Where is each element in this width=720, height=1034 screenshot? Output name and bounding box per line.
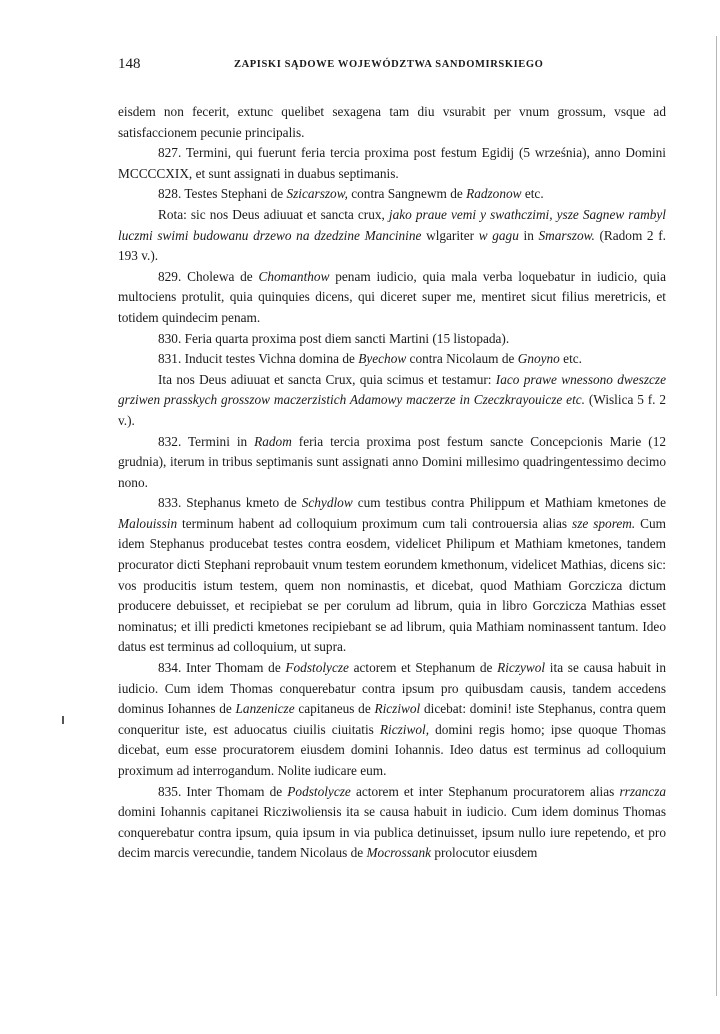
entry-paragraph [118,329,666,350]
text-run: actorem et inter Stephanum procuratorem alias [350,783,620,799]
text-run: 831. Inducit testes Vichna domina de [158,351,359,367]
italic-run: w gagu [478,227,519,243]
text-run: Rota: sic nos Deus adiuuat et sancta crux, [158,206,389,222]
text-run: 832. Termini in [158,433,255,449]
italic-run: Gnoyno [517,351,560,367]
entry-paragraph [118,184,666,205]
italic-run: jako praue vemi y swathczimi, ysze Sagnew rambyl luczmi swimi budowanu drzewo na dzedzine Mancinine [118,206,666,243]
page-header [118,56,666,80]
text-run: actorem et Stephanum de [348,660,498,676]
entry-paragraph [118,432,666,494]
text-run: domini Iohannis capitanei Ricziwoliensis ita se causa habuit in iudicio. Cum idem dominus Thomas conquerebatur contra ipsum, quia ipsum in via publica detinuisset, ipsum nullo iure repetendo, et pro decim marcis verecundie, tandem Nicolaus de [118,804,666,861]
italic-run: Szicarszow, [286,186,348,202]
entry-paragraph [118,349,666,370]
italic-run: Ricziwol, [379,721,430,737]
text-run: 830. Feria quarta proxima post diem sancti Martini (15 listopada). [158,330,510,346]
text-run: wlgariter [421,227,479,243]
text-run: (Radom 2 f. 193 v.). [118,227,666,264]
text-run: 827. Termini, qui fuerunt feria tercia proxima post festum Egidij (5 września), anno Domini MCCCCXIX, et sunt assignati in duabus septimanis. [118,145,666,181]
text-run: etc. [521,186,544,202]
text-run: eisdem non fecerit, extunc quelibet sexagena tam diu vsurabit per vnum grossum, vsque ad satisfaccionem pecunie principalis. [118,104,666,140]
text-run: 835. Inter Thomam de [158,783,288,799]
italic-run: Radom [254,433,292,449]
text-run: contra Nicolaum de [406,351,518,367]
text-run: etc. [559,351,582,367]
italic-run: Byechow [358,351,407,367]
italic-run: Radzonow [466,186,522,202]
italic-run: Riczywol [497,660,546,676]
entry-paragraph [118,782,666,864]
text-run: (Wislica 5 f. 2 v.). [118,392,666,428]
text-run: feria tercia proxima post festum sancte Concepcionis Marie (12 grudnia), iterum in tribus septimanis sunt assignati anno Domini millesimo quadringentessimo decimo nono. [118,433,666,490]
italic-run: sze sporem. [572,515,636,531]
text-run: in [518,227,539,243]
text-run: 833. Stephanus kmeto de [158,495,302,511]
page-body [118,102,666,864]
page-number: 148 [118,56,141,72]
italic-run: Chomanthow [258,268,330,284]
text-run: Ita nos Deus adiuuat et sancta Crux, quia scimus et testamur: [158,371,496,387]
italic-run: Ricziwol [374,701,421,717]
italic-run: Lanzenicze [235,701,295,717]
entry-paragraph [118,205,666,267]
text-run: terminum habent ad colloquium proximum cum tali controuersia alias [177,515,573,531]
text-run: Cum idem Stephanus producebat testes contra eosdem, videlicet Philipum et Mathiam kmetones, tandem procurator dicti Stephani reprobauit vnum testem eorundem kmethonum, videlicet Mathias, dicens sic: vos producitis istum testem, quem non nominastis, et dicebat, quod Mathiam Gorczicza dictum producere debuisset, et recipiebat se per corulum ad librum, quia in libro Gorczicza Mathias esset nominatus; et illi predicti kmetones recipiebant se ad librum, quia Mathiam nominassent tantum. Ideo datus est terminus ad colloquium, ut supra. [118,515,667,655]
text-run: prolocutor eiusdem [431,845,538,861]
italic-run: Schydlow [301,495,353,511]
text-run: ita se causa habuit in iudicio. Cum idem Thomas conquerebatur contra ipsum pro quibusdam causis, tandem accedens dominus Iohannes de [118,660,666,717]
italic-run: Fodstolycze [285,660,349,676]
page-edge-rule [716,36,717,996]
document-page [118,56,666,864]
italic-run: Iaco prawe wnessono dweszcze grziwen prasskych grosszow maczerzistich Adamowy maczerze in Czeczkrayouicze etc. [118,371,666,408]
text-run: domini regis homo; ipse quoque Thomas dicebat, eum esse procuratorem eiusdem domini Iohannis. Ideo datus est terminus ad colloquium proximum ad interrogandum. Nolite iudicare eum. [118,721,666,778]
running-title: ZAPISKI SĄDOWE WOJEWÓDZTWA SANDOMIRSKIEGO [234,59,544,70]
entry-paragraph [118,370,666,432]
text-run: 829. Cholewa de [158,268,259,284]
text-run: capitaneus de [294,701,375,717]
entry-paragraph [118,143,666,184]
text-run: penam iudicio, quia mala verba loquebatur in iudicio, quia multociens protulit, quia quinquies dicens, qui diceret super me, mentiret sicut filius meretricis, et totidem quindecim penam. [118,268,667,325]
italic-run: Podstolycze [287,783,351,799]
entry-paragraph [118,493,666,658]
italic-run: Malouissin [118,515,178,531]
text-run: 828. Testes Stephani de [158,186,287,202]
italic-run: Smarszow. [538,227,595,243]
italic-run: rrzancza [619,783,667,799]
text-run: 834. Inter Thomam de [158,660,286,676]
text-run: cum testibus contra Philippum et Mathiam kmetones de [352,495,666,511]
entry-paragraph [118,267,666,329]
text-run: dicebat: domini! iste Stephanus, contra quem conqueritur iste, est aduocatus ciuilis ciuitatis [118,701,666,737]
entry-paragraph [118,658,666,782]
text-run: contra Sangnewm de [347,186,467,202]
entry-paragraph [118,102,666,143]
italic-run: Mocrossank [366,845,431,861]
margin-mark [62,716,64,724]
